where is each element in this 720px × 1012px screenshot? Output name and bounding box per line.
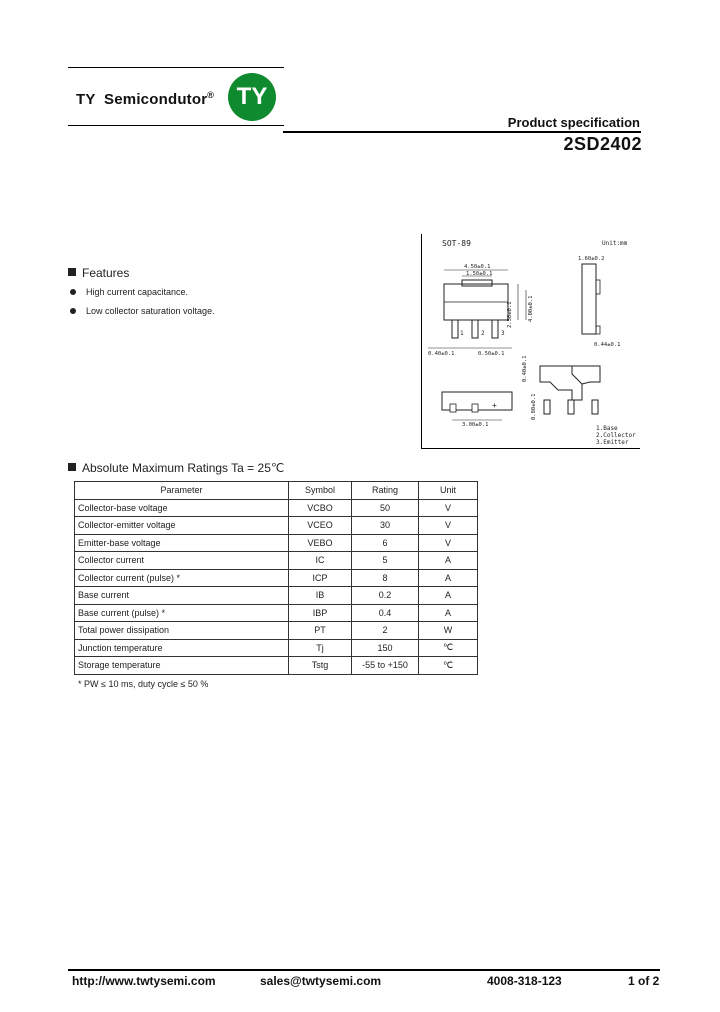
table-row (75, 604, 478, 622)
features-title: Features (82, 266, 130, 280)
cell-symbol: Tstg (289, 657, 352, 675)
header-bottom-rule (68, 125, 284, 126)
cell-parameter: Collector-emitter voltage (75, 517, 289, 535)
table-row (75, 569, 478, 587)
cell-unit: W (419, 622, 478, 640)
table-row (75, 622, 478, 640)
cell-symbol: VCEO (289, 517, 352, 535)
logo-text: TY (236, 83, 268, 110)
part-number: 2SD2402 (563, 134, 642, 154)
pin-legend: 3.Emitter (596, 439, 629, 446)
footer-website-link[interactable]: http://www.twtysemi.com (72, 974, 216, 988)
pin-legend: 2.Collector (596, 432, 636, 439)
feature-text: Low collector saturation voltage. (86, 306, 215, 316)
page-number: 1 of 2 (628, 974, 660, 988)
cell-unit: A (419, 569, 478, 587)
cell-symbol: IC (289, 552, 352, 570)
ratings-heading (68, 461, 284, 475)
cell-unit: A (419, 552, 478, 570)
bullet-icon (70, 289, 76, 295)
cell-rating: 6 (352, 534, 419, 552)
table-row (75, 639, 478, 657)
pin-legend: 1.Base (596, 425, 618, 432)
doc-type: Product specification (507, 115, 640, 130)
table-row (75, 499, 478, 517)
cell-parameter: Base current (pulse) * (75, 604, 289, 622)
cell-symbol: PT (289, 622, 352, 640)
column-header: Parameter (75, 482, 289, 500)
title-rule (283, 131, 641, 133)
cell-rating: 50 (352, 499, 419, 517)
pin-label: 2 (481, 330, 485, 337)
cell-rating: 0.4 (352, 604, 419, 622)
cell-symbol: IBP (289, 604, 352, 622)
cell-parameter: Collector-base voltage (75, 499, 289, 517)
cell-rating: 0.2 (352, 587, 419, 605)
registered-mark: ® (207, 90, 215, 100)
table-row (75, 552, 478, 570)
dim-label: 0.40±0.1 (522, 355, 528, 382)
dim-label: 0.44±0.1 (594, 342, 621, 348)
cell-parameter: Collector current (75, 552, 289, 570)
ratings-table (74, 481, 478, 675)
square-bullet-icon (68, 268, 76, 276)
column-header: Rating (352, 482, 419, 500)
cell-symbol: VCBO (289, 499, 352, 517)
brand-text: TY Semicondutor (76, 91, 208, 108)
cell-rating: 2 (352, 622, 419, 640)
feature-item (70, 306, 215, 316)
dim-label: 0.80±0.1 (531, 393, 537, 420)
dim-label: 2.50±0.1 (507, 301, 513, 328)
package-name: SOT-89 (442, 239, 471, 248)
cell-symbol: ICP (289, 569, 352, 587)
dim-label: 3.00±0.1 (462, 422, 489, 428)
cell-symbol: VEBO (289, 534, 352, 552)
cell-parameter: Collector current (pulse) * (75, 569, 289, 587)
cell-parameter: Storage temperature (75, 657, 289, 675)
table-row (75, 587, 478, 605)
cell-unit: V (419, 499, 478, 517)
table-row (75, 517, 478, 535)
cell-symbol: Tj (289, 639, 352, 657)
feature-item (70, 287, 188, 297)
cell-rating: 150 (352, 639, 419, 657)
table-row (75, 534, 478, 552)
pin-label: 1 (460, 330, 464, 337)
company-logo (228, 73, 276, 121)
cell-unit: V (419, 517, 478, 535)
square-bullet-icon (68, 463, 76, 471)
ratings-title: Absolute Maximum Ratings Ta = 25℃ (82, 461, 285, 475)
cell-rating: 30 (352, 517, 419, 535)
package-outline-drawing (422, 234, 640, 448)
cell-rating: 5 (352, 552, 419, 570)
cell-unit: ℃ (419, 639, 478, 657)
bullet-icon (70, 308, 76, 314)
feature-text: High current capacitance. (86, 287, 189, 297)
brand-name (76, 90, 214, 108)
cell-rating: -55 to +150 (352, 657, 419, 675)
table-row (75, 657, 478, 675)
footer-email-link[interactable]: sales@twtysemi.com (260, 974, 382, 988)
dim-label: 0.50±0.1 (478, 351, 505, 357)
cell-parameter: Total power dissipation (75, 622, 289, 640)
cell-unit: A (419, 604, 478, 622)
cell-rating: 8 (352, 569, 419, 587)
dim-label: 4.50±0.1 (464, 264, 491, 270)
package-drawing (421, 234, 640, 449)
footer-rule (68, 969, 660, 971)
cell-symbol: IB (289, 587, 352, 605)
dim-label: 4.00±0.1 (528, 295, 534, 322)
features-heading (68, 266, 129, 280)
package-unit: Unit:mm (602, 240, 628, 247)
footer-phone: 4008-318-123 (487, 974, 562, 988)
svg-text:+: + (492, 401, 497, 410)
pin-label: 3 (501, 330, 505, 337)
cell-parameter: Emitter-base voltage (75, 534, 289, 552)
header-top-rule (68, 67, 284, 68)
dim-label: 1.50±0.1 (466, 271, 493, 277)
cell-unit: V (419, 534, 478, 552)
column-header: Symbol (289, 482, 352, 500)
cell-parameter: Junction temperature (75, 639, 289, 657)
table-header-row (75, 482, 478, 500)
dim-label: 0.40±0.1 (428, 351, 455, 357)
dim-label: 1.60±0.2 (578, 256, 605, 262)
cell-unit: ℃ (419, 657, 478, 675)
ratings-footnote: * PW ≤ 10 ms, duty cycle ≤ 50 % (78, 679, 209, 689)
cell-unit: A (419, 587, 478, 605)
cell-parameter: Base current (75, 587, 289, 605)
column-header: Unit (419, 482, 478, 500)
